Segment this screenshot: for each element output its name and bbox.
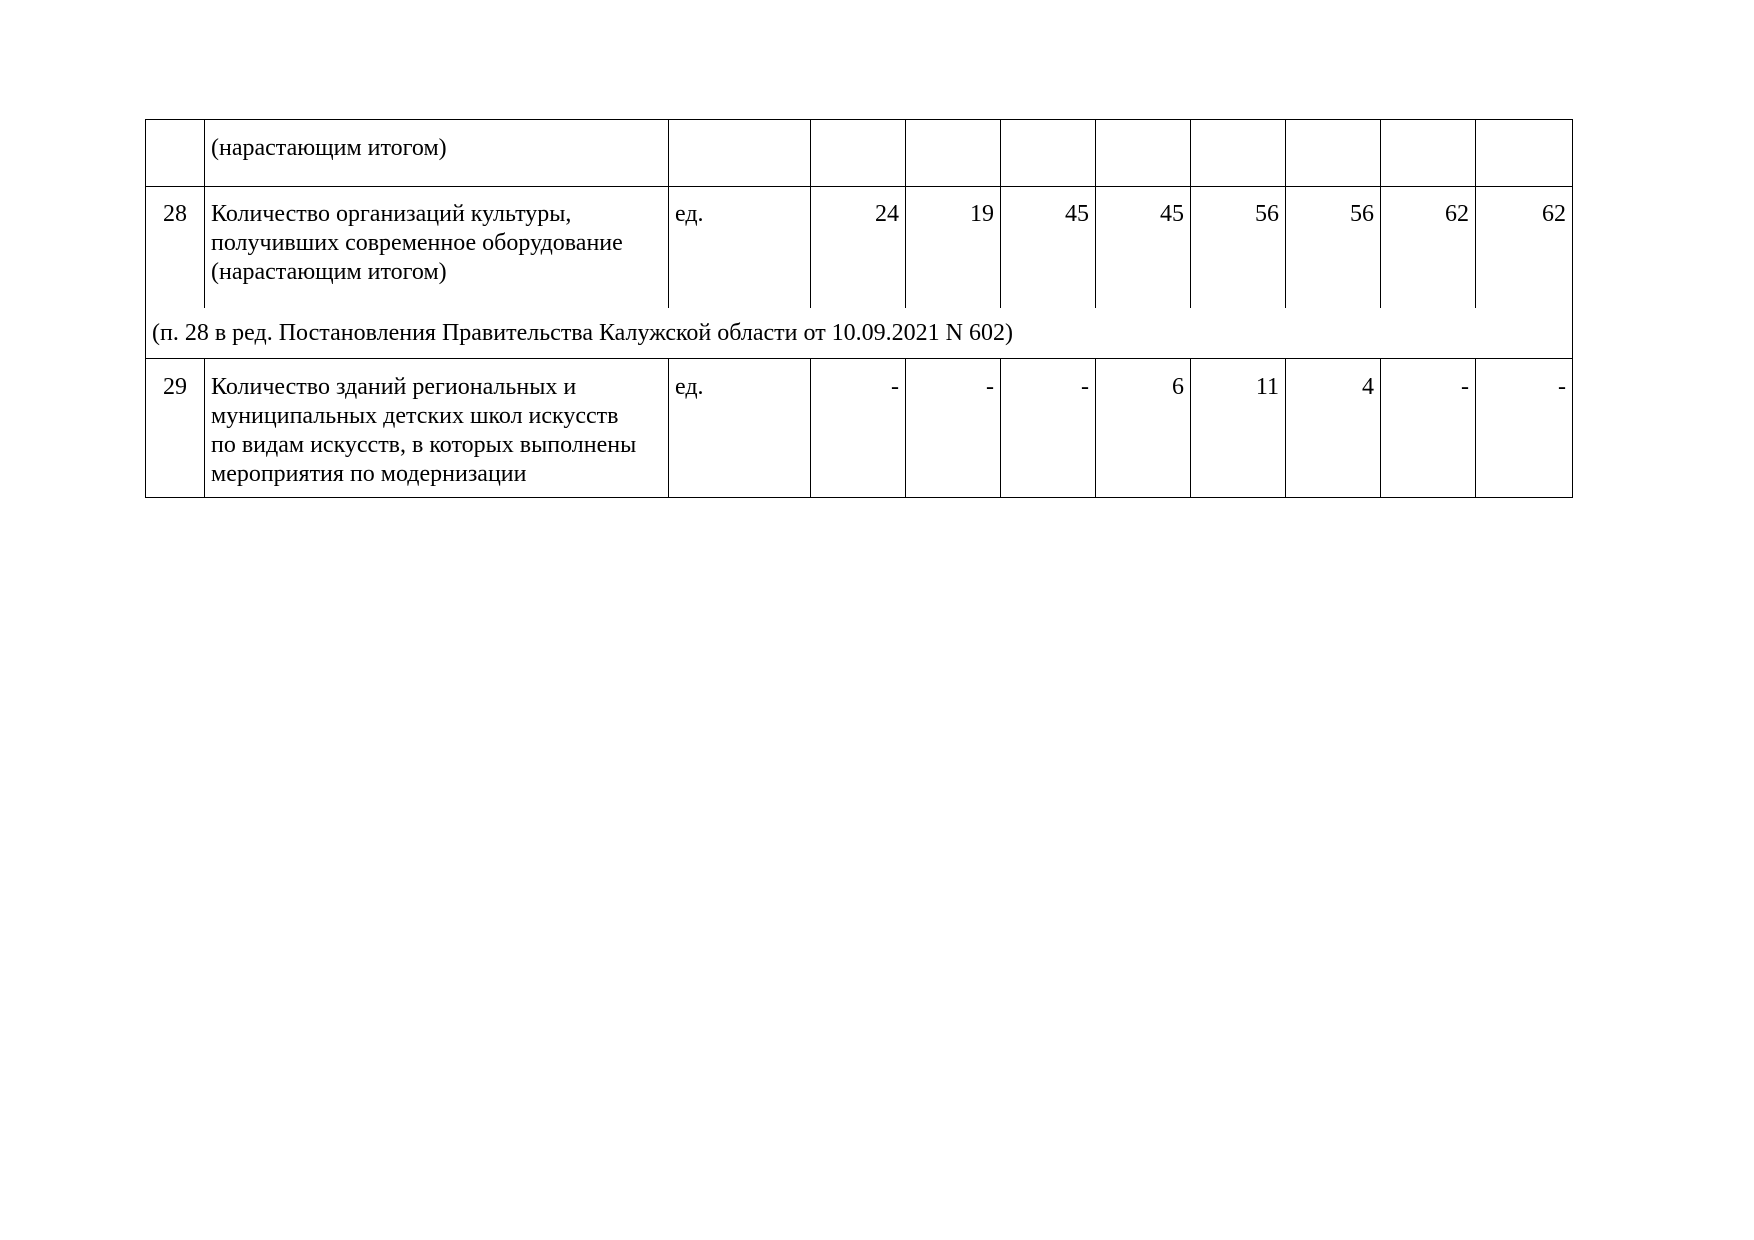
value-cell: 45	[1096, 187, 1191, 309]
value-cell: -	[1476, 359, 1573, 498]
value-cell: 11	[1191, 359, 1286, 498]
value-cell	[1381, 120, 1476, 187]
indicator-name-line: муниципальных детских школ искусств	[211, 403, 619, 429]
value-cell: 24	[811, 187, 906, 309]
value-cell	[1476, 120, 1573, 187]
row-number: 29	[146, 359, 205, 498]
row-number: 28	[146, 187, 205, 309]
value-cell: 6	[1096, 359, 1191, 498]
indicator-name	[205, 120, 669, 187]
value-cell	[1286, 120, 1381, 187]
value-cell: 19	[906, 187, 1001, 309]
unit-cell	[669, 120, 811, 187]
table-row	[146, 120, 1573, 187]
indicator-name	[205, 187, 669, 309]
value-cell	[811, 120, 906, 187]
table-row	[146, 187, 1573, 309]
value-cell	[1191, 120, 1286, 187]
value-cell: 56	[1286, 187, 1381, 309]
indicators-table	[145, 119, 1573, 498]
value-cell	[906, 120, 1001, 187]
indicator-name-line: Количество зданий региональных и	[211, 374, 577, 400]
value-cell	[1096, 120, 1191, 187]
unit-cell: ед.	[669, 187, 811, 309]
indicator-name-line: (нарастающим итогом)	[211, 259, 447, 285]
row-number	[146, 120, 205, 187]
value-cell: -	[811, 359, 906, 498]
indicator-name	[205, 359, 669, 498]
value-cell: 62	[1381, 187, 1476, 309]
value-cell: -	[1001, 359, 1096, 498]
value-cell	[1001, 120, 1096, 187]
table-row	[146, 308, 1573, 359]
table-row	[146, 359, 1573, 498]
indicator-name-line: получивших современное оборудование	[211, 230, 623, 256]
unit-cell: ед.	[669, 359, 811, 498]
amendment-note: (п. 28 в ред. Постановления Правительства Калужской области от 10.09.2021 N 602)	[146, 308, 1573, 359]
value-cell: 45	[1001, 187, 1096, 309]
indicator-name-line: (нарастающим итогом)	[211, 135, 447, 161]
indicator-name-line: Количество организаций культуры,	[211, 201, 572, 227]
value-cell: 56	[1191, 187, 1286, 309]
indicator-name-line: мероприятия по модернизации	[211, 461, 527, 487]
value-cell: 62	[1476, 187, 1573, 309]
value-cell: 4	[1286, 359, 1381, 498]
value-cell: -	[906, 359, 1001, 498]
indicator-name-line: по видам искусств, в которых выполнены	[211, 432, 637, 458]
value-cell: -	[1381, 359, 1476, 498]
